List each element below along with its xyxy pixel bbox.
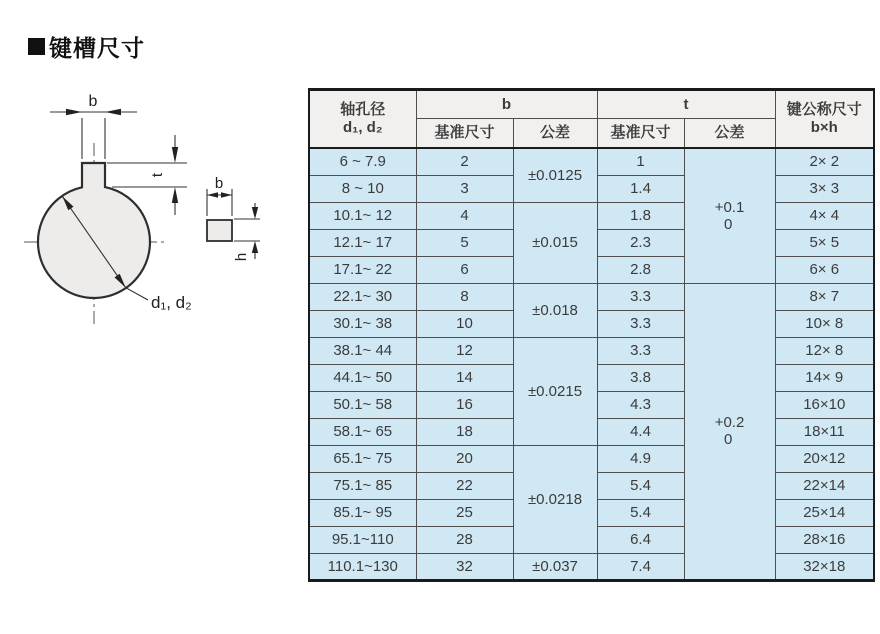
cell-key-size: 18×11	[775, 418, 874, 445]
table-row	[309, 283, 874, 310]
cell-key-size: 22×14	[775, 472, 874, 499]
t-dimension-label: t	[149, 172, 166, 178]
cell-t-basic: 7.4	[597, 553, 684, 580]
keyway-dimensions-table	[308, 88, 875, 582]
header-t-tolerance: 公差	[684, 119, 775, 149]
cell-b-basic: 3	[416, 175, 513, 202]
cell-shaft-range: 85.1~ 95	[309, 499, 416, 526]
cell-t-basic: 1.8	[597, 202, 684, 229]
key-cross-section	[207, 220, 232, 241]
table-row	[309, 553, 874, 580]
cell-b-basic: 16	[416, 391, 513, 418]
cell-b-basic: 4	[416, 202, 513, 229]
header-key-nominal-size	[775, 90, 874, 149]
header-b-tolerance: 公差	[513, 119, 597, 149]
cell-key-size: 16×10	[775, 391, 874, 418]
cell-t-basic: 2.8	[597, 256, 684, 283]
cell-b-basic: 10	[416, 310, 513, 337]
header-t-group: t	[597, 90, 775, 119]
cell-shaft-range: 17.1~ 22	[309, 256, 416, 283]
cell-key-size: 32×18	[775, 553, 874, 580]
cell-shaft-range: 38.1~ 44	[309, 337, 416, 364]
cell-shaft-range: 30.1~ 38	[309, 310, 416, 337]
cell-t-basic: 5.4	[597, 499, 684, 526]
cell-t-basic: 2.3	[597, 229, 684, 256]
table-row	[309, 337, 874, 364]
cell-t-basic: 4.9	[597, 445, 684, 472]
cell-shaft-range: 10.1~ 12	[309, 202, 416, 229]
cell-b-tolerance: ±0.015	[513, 202, 597, 283]
cell-b-tolerance: ±0.0218	[513, 445, 597, 553]
t-dimension-arrows	[172, 147, 178, 203]
header-b-group: b	[416, 90, 597, 119]
cell-key-size: 25×14	[775, 499, 874, 526]
header-shaft-line1: 轴孔径	[340, 101, 386, 118]
cell-shaft-range: 50.1~ 58	[309, 391, 416, 418]
cell-shaft-range: 95.1~110	[309, 526, 416, 553]
cell-b-basic: 22	[416, 472, 513, 499]
cell-t-basic: 5.4	[597, 472, 684, 499]
cell-shaft-range: 65.1~ 75	[309, 445, 416, 472]
cell-b-basic: 20	[416, 445, 513, 472]
cell-t-basic: 1.4	[597, 175, 684, 202]
cell-shaft-range: 6 ~ 7.9	[309, 148, 416, 175]
key-b-dimension-lines	[207, 189, 232, 216]
cell-b-tolerance: ±0.0125	[513, 148, 597, 202]
table-row	[309, 445, 874, 472]
key-h-dimension-arrows	[252, 207, 258, 253]
page-title	[28, 30, 145, 63]
table-body	[309, 148, 874, 580]
cell-t-basic: 3.3	[597, 337, 684, 364]
cell-b-basic: 28	[416, 526, 513, 553]
cell-t-basic: 3.3	[597, 283, 684, 310]
cell-t-basic: 3.8	[597, 364, 684, 391]
cell-b-basic: 14	[416, 364, 513, 391]
cell-b-basic: 5	[416, 229, 513, 256]
cell-key-size: 10× 8	[775, 310, 874, 337]
cell-key-size: 20×12	[775, 445, 874, 472]
cell-key-size: 28×16	[775, 526, 874, 553]
table-row	[309, 202, 874, 229]
cell-key-size: 6× 6	[775, 256, 874, 283]
header-b-basic: 基准尺寸	[416, 119, 513, 149]
diameter-label: d₁, d₂	[151, 293, 192, 312]
cell-shaft-range: 22.1~ 30	[309, 283, 416, 310]
cell-b-basic: 32	[416, 553, 513, 580]
header-key-line1: 键公称尺寸	[786, 101, 862, 118]
shaft-hole-outline	[38, 163, 150, 298]
b-dimension-label: b	[88, 93, 98, 110]
key-width-label: b	[214, 175, 224, 192]
cell-b-basic: 25	[416, 499, 513, 526]
header-key-line2: b×h	[810, 119, 838, 136]
cell-b-basic: 18	[416, 418, 513, 445]
cell-shaft-range: 12.1~ 17	[309, 229, 416, 256]
cell-b-tolerance: ±0.0215	[513, 337, 597, 445]
cell-b-tolerance: ±0.018	[513, 283, 597, 337]
title-square-bullet	[28, 38, 45, 55]
cell-key-size: 8× 7	[775, 283, 874, 310]
cell-key-size: 2× 2	[775, 148, 874, 175]
cell-shaft-range: 8 ~ 10	[309, 175, 416, 202]
cell-b-basic: 6	[416, 256, 513, 283]
cell-shaft-range: 44.1~ 50	[309, 364, 416, 391]
cell-t-basic: 3.3	[597, 310, 684, 337]
cell-b-basic: 2	[416, 148, 513, 175]
cell-shaft-range: 75.1~ 85	[309, 472, 416, 499]
cell-t-basic: 6.4	[597, 526, 684, 553]
cell-t-basic: 4.4	[597, 418, 684, 445]
cell-key-size: 3× 3	[775, 175, 874, 202]
cell-key-size: 14× 9	[775, 364, 874, 391]
cell-b-basic: 12	[416, 337, 513, 364]
table-header	[309, 90, 874, 149]
header-shaft-line2: d₁, d₂	[342, 119, 383, 136]
cell-t-basic: 4.3	[597, 391, 684, 418]
table-row	[309, 148, 874, 175]
header-shaft-diameter	[309, 90, 416, 149]
key-height-label: h	[233, 252, 250, 262]
cell-t-tolerance: +0.1 0	[684, 148, 775, 283]
keyway-diagram-svg	[20, 85, 320, 335]
page-title-text: 键槽尺寸	[49, 35, 145, 61]
header-t-basic: 基准尺寸	[597, 119, 684, 149]
cell-t-basic: 1	[597, 148, 684, 175]
cell-b-tolerance: ±0.037	[513, 553, 597, 580]
cell-shaft-range: 110.1~130	[309, 553, 416, 580]
cell-key-size: 5× 5	[775, 229, 874, 256]
cell-key-size: 12× 8	[775, 337, 874, 364]
keyway-diagram	[20, 85, 320, 340]
cell-shaft-range: 58.1~ 65	[309, 418, 416, 445]
cell-b-basic: 8	[416, 283, 513, 310]
cell-t-tolerance: +0.2 0	[684, 283, 775, 580]
cell-key-size: 4× 4	[775, 202, 874, 229]
